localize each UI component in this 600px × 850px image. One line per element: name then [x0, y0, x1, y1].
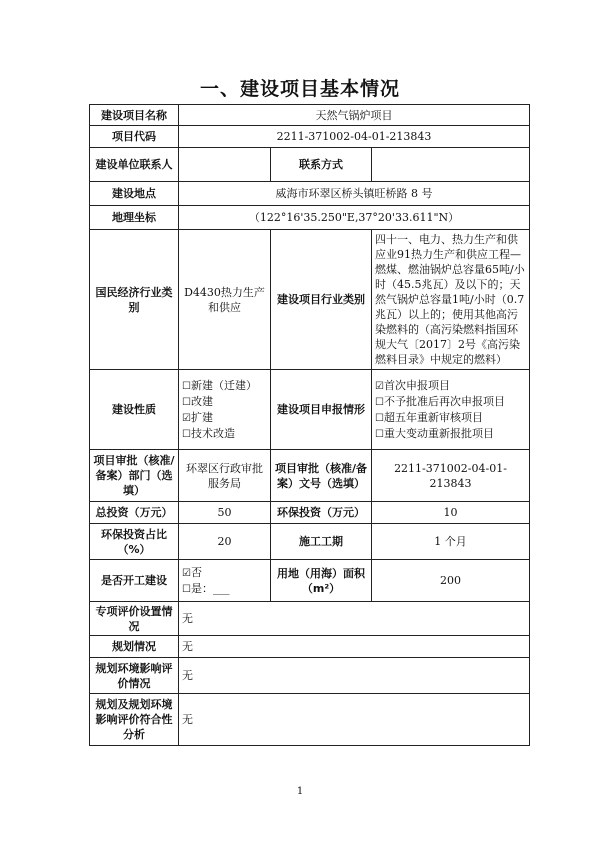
env-ratio-label: 环保投资占比（%）	[90, 524, 179, 560]
total-investment-value: 50	[179, 502, 271, 524]
started-options	[179, 560, 271, 602]
env-ratio-value: 20	[179, 524, 271, 560]
contact-person-label: 建设单位联系人	[90, 148, 179, 182]
row-plan-consistency	[90, 694, 530, 746]
planning-value: 无	[179, 636, 530, 658]
declare-option[interactable]	[375, 394, 526, 410]
special-eval-value: 无	[179, 602, 530, 636]
checkbox-icon: ☐	[182, 428, 191, 440]
option-text: 新建（迁建）	[190, 378, 257, 392]
approval-dept-label: 项目审批（核准/备案）部门（选填）	[90, 450, 179, 502]
option-text: 改建	[190, 394, 213, 408]
nature-option[interactable]	[182, 426, 267, 442]
plan-env-label: 规划环境影响评价情况	[90, 658, 179, 694]
checkbox-icon: ☑	[375, 380, 384, 392]
coords-label: 地理坐标	[90, 206, 179, 230]
declare-options	[372, 370, 530, 450]
declare-label: 建设项目申报情形	[271, 370, 372, 450]
approval-doc-label: 项目审批（核准/备案）文号（选填）	[271, 450, 372, 502]
land-area-label: 用地（用海）面积（m²）	[271, 560, 372, 602]
row-contact	[90, 148, 530, 182]
contact-person-value	[179, 148, 271, 182]
checkbox-icon: ☑	[182, 412, 191, 424]
checkbox-icon: ☐	[375, 428, 384, 440]
env-investment-label: 环保投资（万元）	[271, 502, 372, 524]
option-text: 否	[190, 565, 202, 579]
row-ratio	[90, 524, 530, 560]
coords-value: （122°16'35.250"E,37°20'33.611"N）	[179, 206, 530, 230]
option-text: 技术改造	[190, 426, 235, 440]
checkbox-icon: ☐	[182, 583, 191, 595]
declare-option[interactable]	[375, 378, 526, 394]
checkbox-icon: ☐	[375, 412, 384, 424]
row-investment	[90, 502, 530, 524]
project-info-table	[89, 104, 530, 746]
total-investment-label: 总投资（万元）	[90, 502, 179, 524]
row-planning	[90, 636, 530, 658]
industry-value: D4430热力生产和供应	[179, 230, 271, 370]
project-name-value: 天然气锅炉项目	[179, 105, 530, 126]
project-name-label: 建设项目名称	[90, 105, 179, 126]
contact-method-label: 联系方式	[271, 148, 372, 182]
row-industry	[90, 230, 530, 370]
planning-label: 规划情况	[90, 636, 179, 658]
contact-method-value	[372, 148, 530, 182]
row-approval	[90, 450, 530, 502]
location-value: 威海市环翠区桥头镇旺桥路 8 号	[179, 182, 530, 206]
project-industry-label: 建设项目行业类别	[271, 230, 372, 370]
plan-env-value: 无	[179, 658, 530, 694]
plan-consistency-value: 无	[179, 694, 530, 746]
row-project-name	[90, 105, 530, 126]
row-location	[90, 182, 530, 206]
checkbox-icon: ☐	[375, 396, 384, 408]
checkbox-icon: ☐	[182, 396, 191, 408]
industry-label: 国民经济行业类别	[90, 230, 179, 370]
option-text: 扩建	[190, 410, 213, 424]
project-industry-value: 四十一、电力、热力生产和供应业91热力生产和供应工程—燃煤、燃油锅炉总容量65吨/小时（45.5兆瓦）及以下的；天然气锅炉总容量1吨/小时（0.7兆瓦）以上的；使用其他高污染燃料的（高污染燃料指国环规大气〔2017〕2号《高污染燃料目录》中规定的燃料）	[372, 230, 530, 370]
checkbox-icon: ☑	[182, 567, 191, 579]
row-plan-env	[90, 658, 530, 694]
nature-label: 建设性质	[90, 370, 179, 450]
env-investment-value: 10	[372, 502, 530, 524]
row-started	[90, 560, 530, 602]
row-special	[90, 602, 530, 636]
option-text: 首次申报项目	[383, 378, 450, 392]
option-text: 不予批准后再次申报项目	[383, 394, 505, 408]
nature-option[interactable]	[182, 410, 267, 426]
plan-consistency-label: 规划及规划环境影响评价符合性分析	[90, 694, 179, 746]
row-nature	[90, 370, 530, 450]
nature-options	[179, 370, 271, 450]
option-text: 重大变动重新报批项目	[383, 426, 494, 440]
checkbox-icon: ☐	[182, 380, 191, 392]
page-title: 一、建设项目基本情况	[199, 78, 400, 100]
construction-period-label: 施工工期	[271, 524, 372, 560]
approval-dept-value: 环翠区行政审批服务局	[179, 450, 271, 502]
construction-period-value: 1 个月	[372, 524, 530, 560]
project-code-value: 2211-371002-04-01-213843	[179, 126, 530, 148]
special-eval-label: 专项评价设置情况	[90, 602, 179, 636]
land-area-value: 200	[372, 560, 530, 602]
row-project-code	[90, 126, 530, 148]
started-option-yes[interactable]	[182, 581, 267, 597]
declare-option[interactable]	[375, 410, 526, 426]
option-text: 是：___	[190, 581, 230, 595]
row-coords	[90, 206, 530, 230]
page-number: 1	[296, 786, 304, 797]
approval-doc-value: 2211-371002-04-01-213843	[372, 450, 530, 502]
started-label: 是否开工建设	[90, 560, 179, 602]
location-label: 建设地点	[90, 182, 179, 206]
nature-option[interactable]	[182, 378, 267, 394]
declare-option[interactable]	[375, 426, 526, 442]
option-text: 超五年重新审核项目	[383, 410, 483, 424]
project-code-label: 项目代码	[90, 126, 179, 148]
started-option-no[interactable]	[182, 565, 267, 581]
nature-option[interactable]	[182, 394, 267, 410]
